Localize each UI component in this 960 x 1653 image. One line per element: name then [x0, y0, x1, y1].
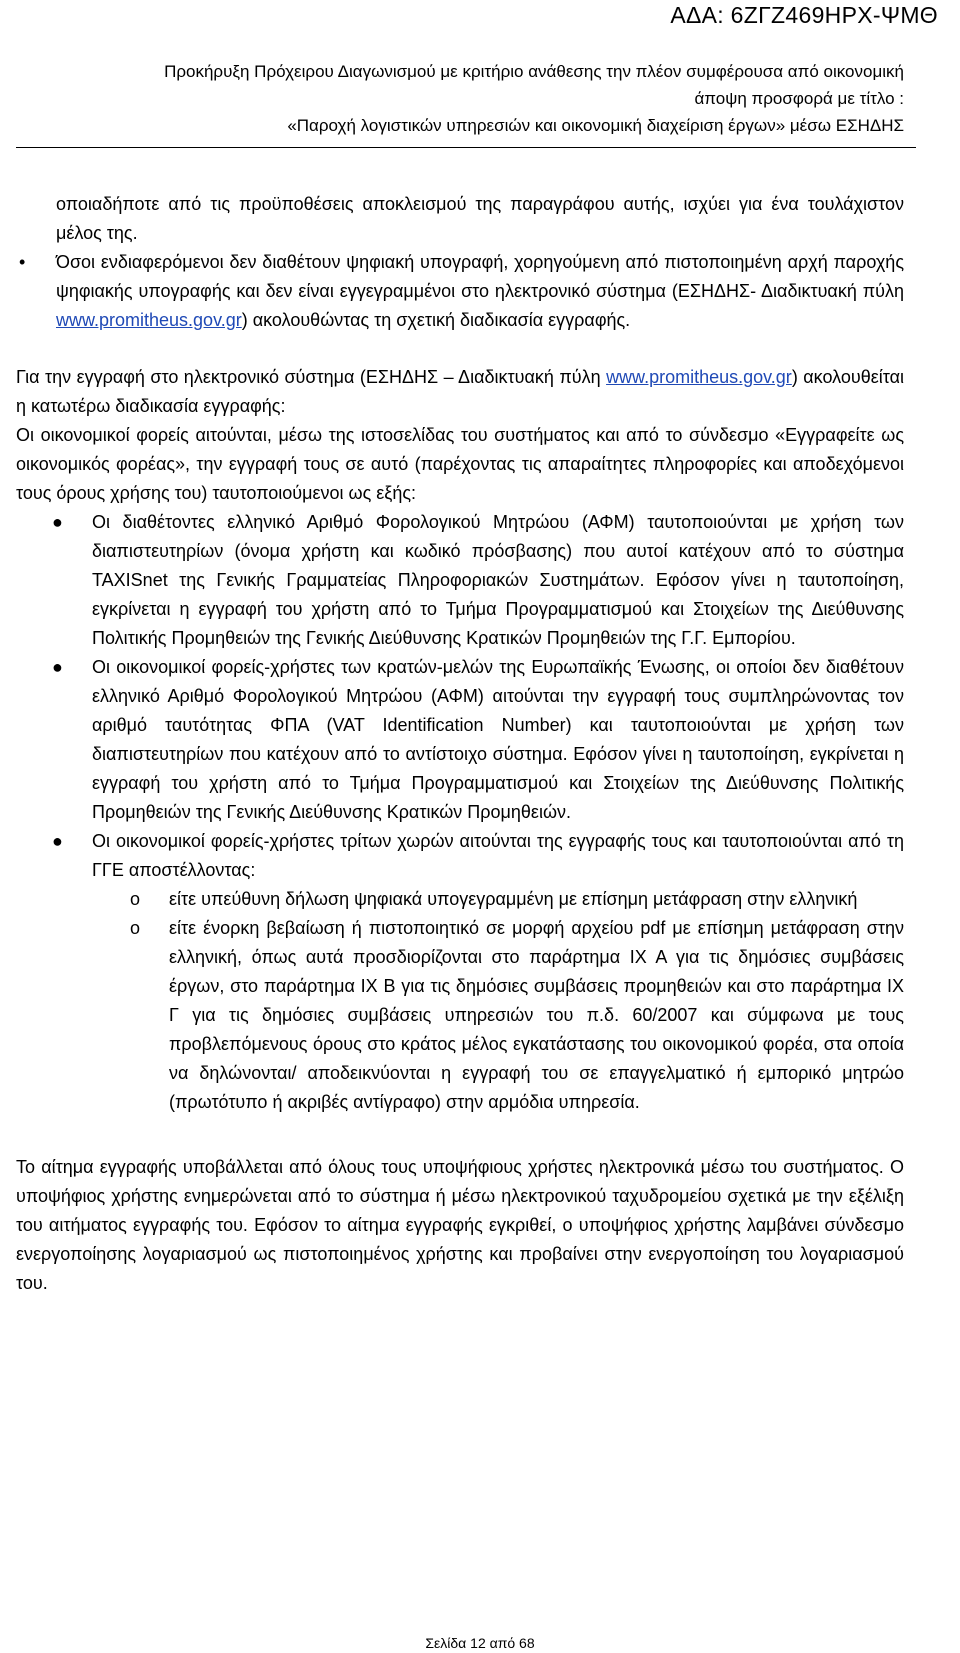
sub-list-item [16, 885, 904, 914]
sub-list-item-text: είτε ένορκη βεβαίωση ή πιστοποιητικό σε μορφή αρχείου pdf με επίσημη μετάφραση στην ελληνική, όπως αυτά προσδιορίζονται στο παράρτημα ΙΧ Α για τις δημόσιες συμβάσεις έργων, στο παράρτημα ΙΧ Β για τις δημόσιες συμβάσεις προμηθειών και στο παράρτημα ΙΧ Γ για τις δημόσιες συμβάσεις υπηρεσιών του π.δ. 60/2007 και σύμφωνα με τους προβλεπόμενους όρους στο κράτος μέλος εγκατάστασης του οικονομικού φορέα, στα οποία να δηλώνονται/ αποδεικνύονται η εγγραφή του σε επαγγελματικό ή εμπορικό μητρώο (πρωτότυπο ή ακριβές αντίγραφο) στην αρμόδια υπηρεσία. [169, 918, 904, 1112]
header-line-3: «Παροχή λογιστικών υπηρεσιών και οικονομική διαχείριση έργων» μέσω ΕΣΗΔΗΣ [287, 116, 904, 135]
page-number: Σελίδα 12 από 68 [425, 1635, 535, 1651]
bullet-marker-icon: • [19, 252, 26, 272]
bullet-no-signature [16, 248, 904, 335]
list-item [16, 508, 904, 653]
list-item-text: Οι διαθέτοντες ελληνικό Αριθμό Φορολογικού Μητρώου (ΑΦΜ) ταυτοποιούνται με χρήση των διαπιστευτηρίων (όνομα χρήστη και κωδικό πρόσβασης) που αυτοί κατέχουν από το σύστημα TAXISnet της Γενικής Γραμματείας Πληροφοριακών Συστημάτων. Εφόσον γίνει η ταυτοποίηση, εγκρίνεται η εγγραφή του χρήστη από το Τμήμα Προγραμματισμού και Στοιχείων της Διεύθυνσης Πολιτικής Προμηθειών της Γενικής Διεύθυνσης Κρατικών Προμηθειών της Γ.Γ. Εμπορίου. [92, 512, 904, 648]
spacer [16, 335, 904, 363]
header-line-1: Προκήρυξη Πρόχειρου Διαγωνισμού με κριτήριο ανάθεσης την πλέον συμφέρουσα από οικονομική [164, 62, 904, 81]
sub-list-item [16, 914, 904, 1117]
ada-code: ΑΔΑ: 6ΖΓΖ469ΗΡΧ-ΨΜΘ [670, 2, 938, 28]
final-paragraph: Το αίτημα εγγραφής υποβάλλεται από όλους τους υποψήφιους χρήστες ηλεκτρονικά μέσω του συστήματος. Ο υποψήφιος χρήστης ενημερώνεται από το σύστημα ή μέσω ηλεκτρονικού ταχυδρομείου σχετικά με την εξέλιξη του αιτήματος εγγραφής του. Εφόσον το αίτημα εγγραφής εγκριθεί, ο υποψήφιος χρήστης λαμβάνει σύνδεσμο ενεργοποίησης λογαριασμού ως πιστοποιημένος χρήστης και προβαίνει στην ενεργοποίηση του λογαριασμού του. [16, 1157, 904, 1293]
promitheus-link-2[interactable]: www.promitheus.gov.gr [606, 367, 792, 387]
circle-bullet-icon: o [130, 889, 141, 909]
registration-procedure-paragraph: Οι οικονομικοί φορείς αιτούνται, μέσω της ιστοσελίδας του συστήματος και από το σύνδεσμο «Εγγραφείτε ως οικονομικός φορέας», την εγγραφή τους σε αυτό (παρέχοντας τις απαραίτητες πληροφορίες και αποδεχόμενοι τους όρους χρήσης του) ταυτοποιούμενοι ως εξής: [16, 425, 904, 503]
circle-bullet-icon: o [130, 918, 141, 938]
header-rule [16, 147, 916, 148]
promitheus-link[interactable]: www.promitheus.gov.gr [56, 310, 242, 330]
sub-list-item-text: είτε υπεύθυνη δήλωση ψηφιακά υπογεγραμμένη με επίσημη μετάφραση στην ελληνική [169, 889, 858, 909]
registration-paragraph [16, 363, 904, 421]
intro-paragraph: οποιαδήποτε από τις προϋποθέσεις αποκλεισμού της παραγράφου αυτής, ισχύει για ένα τουλάχιστον μέλος της. [56, 194, 904, 243]
bullet-dot-icon: ● [52, 657, 63, 677]
bullet-text-end: ) ακολουθώντας τη σχετική διαδικασία εγγραφής. [241, 310, 631, 330]
registration-text-end: ) ακολουθείται η κατωτέρω διαδικασία εγγραφής: [16, 367, 904, 416]
header-line-2: άποψη προσφορά με τίτλο : [694, 89, 904, 108]
document-header [24, 58, 904, 139]
registration-text-start: Για την εγγραφή στο ηλεκτρονικό σύστημα (ΕΣΗΔΗΣ – Διαδικτυακή πύλη [16, 367, 607, 387]
bullet-dot-icon: ● [52, 512, 63, 532]
list-item-text: Οι οικονομικοί φορείς-χρήστες τρίτων χωρών αιτούνται της εγγραφής τους και ταυτοποιούνται από τη ΓΓΕ αποστέλλοντας: [92, 831, 904, 880]
document-body [16, 190, 904, 1298]
list-item [16, 827, 904, 885]
list-item [16, 653, 904, 827]
bullet-text-start: Όσοι ενδιαφερόμενοι δεν διαθέτουν ψηφιακή υπογραφή, χορηγούμενη από πιστοποιημένη αρχή παροχής ψηφιακής υπογραφής και δεν είναι εγγεγραμμένοι στο ηλεκτρονικό σύστημα (ΕΣΗΔΗΣ- Διαδικτυακή πύλη [56, 252, 904, 301]
list-item-text: Οι οικονομικοί φορείς-χρήστες των κρατών-μελών της Ευρωπαϊκής Ένωσης, οι οποίοι δεν διαθέτουν ελληνικό Αριθμό Φορολογικού Μητρώου (ΑΦΜ) αιτούνται την εγγραφή τους συμπληρώνοντας τον αριθμό ταυτότητας ΦΠΑ (VAT Identification Number) και ταυτοποιούνται με χρήση των διαπιστευτηρίων που κατέχουν από το αντίστοιχο σύστημα. Εφόσον γίνει η ταυτοποίηση, εγκρίνεται η εγγραφή του χρήστη από το Τμήμα Προγραμματισμού και Στοιχείων της Διεύθυνσης Πολιτικής Προμηθειών της Γενικής Διεύθυνσης Κρατικών Προμηθειών. [92, 657, 904, 822]
bullet-dot-icon: ● [52, 831, 63, 851]
spacer [16, 1117, 904, 1153]
